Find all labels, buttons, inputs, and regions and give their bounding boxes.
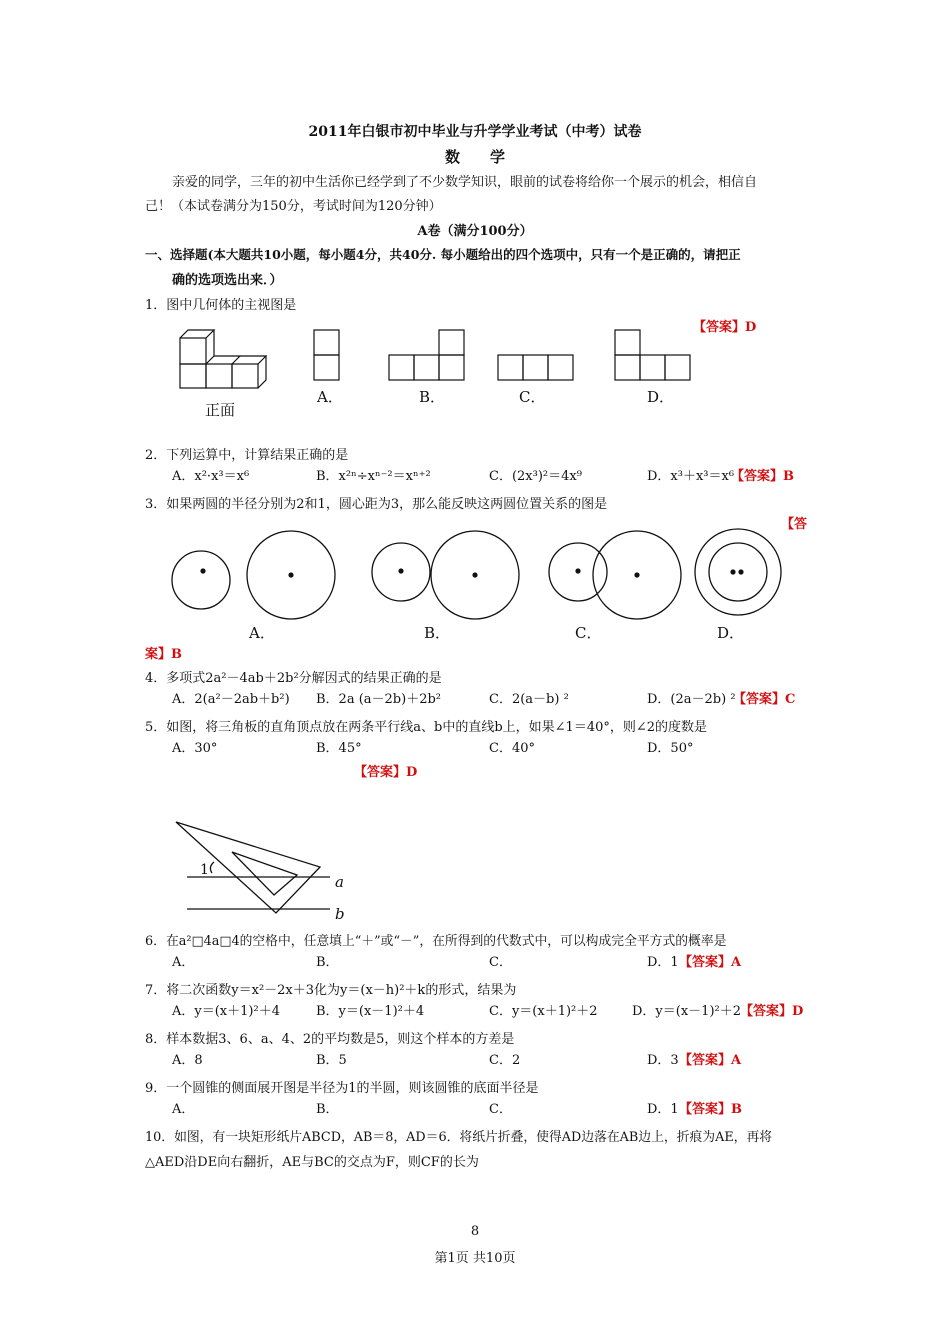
q5-triangle-figure bbox=[170, 815, 350, 925]
q5-option-a: A．30° bbox=[172, 741, 218, 756]
q9-option-c: C． bbox=[489, 1102, 512, 1117]
q10-stem-line-2: △AED沿DE向右翻折，AE与BC的交点为F，则CF的长为 bbox=[145, 1155, 479, 1170]
q9-answer: 【答案】B bbox=[679, 1102, 742, 1117]
q1-option-a-figure bbox=[313, 329, 341, 381]
q5-option-b: B．45° bbox=[316, 741, 362, 756]
q4-option-a: A．2(a²－2ab＋b²) bbox=[172, 692, 290, 707]
q6-option-b: B． bbox=[316, 955, 339, 970]
q1-front-label: 正面 bbox=[205, 401, 236, 419]
q5-option-d: D．50° bbox=[647, 741, 694, 756]
q1-option-d-figure bbox=[614, 329, 692, 381]
q2-option-a: A．x²·x³＝x⁶ bbox=[172, 469, 250, 484]
q3-option-b-label: B． bbox=[424, 624, 451, 642]
q3-option-a-label: A． bbox=[249, 624, 275, 642]
page-number: 8 bbox=[470, 1224, 480, 1239]
q6-option-d: D．1 bbox=[647, 955, 679, 970]
q3-circles-figure bbox=[165, 525, 825, 625]
q1-option-a-label: A． bbox=[317, 388, 343, 406]
q5-option-c: C．40° bbox=[489, 741, 535, 756]
q2-answer: 【答案】B bbox=[731, 469, 794, 484]
q10-stem-line-1: 10．如图，有一块矩形纸片ABCD，AB＝8，AD＝6．将纸片折叠，使得AD边落在AB边上，折痕为AE，再将 bbox=[145, 1130, 773, 1145]
q9-stem: 9．一个圆锥的侧面展开图是半径为1的半圆，则该圆锥的底面半径是 bbox=[145, 1081, 539, 1096]
intro-line-1: 亲爱的同学，三年的初中生活你已经学到了不少数学知识，眼前的试卷将给你一个展示的机会，相信自 bbox=[172, 175, 758, 190]
q8-stem: 8．样本数据3、6、a、4、2的平均数是5，则这个样本的方差是 bbox=[145, 1032, 515, 1047]
q7-option-b: B．y＝(x－1)²＋4 bbox=[316, 1004, 425, 1019]
q8-answer: 【答案】A bbox=[679, 1053, 742, 1068]
paper-a-heading: A卷（满分100分） bbox=[417, 224, 533, 239]
subject-title: 数 学 bbox=[444, 148, 505, 166]
q6-option-c: C． bbox=[489, 955, 512, 970]
q2-option-c: C．(2x³)²＝4x⁹ bbox=[489, 469, 582, 484]
q1-option-c-figure bbox=[497, 354, 575, 381]
q4-stem: 4．多项式2a²－4ab＋2b²分解因式的结果正确的是 bbox=[145, 671, 442, 686]
q9-option-a: A． bbox=[172, 1102, 195, 1117]
q5-angle-label: 1 bbox=[200, 862, 209, 878]
q3-answer-part2: 案】B bbox=[145, 647, 182, 662]
q2-stem: 2．下列运算中，计算结果正确的是 bbox=[145, 448, 349, 463]
q3-option-c-label: C． bbox=[575, 624, 602, 642]
page-info: 第1页 共10页 bbox=[434, 1251, 516, 1266]
q2-option-d: D．x³＋x³＝x⁶ bbox=[647, 469, 735, 484]
q9-option-b: B． bbox=[316, 1102, 339, 1117]
q7-answer: 【答案】D bbox=[740, 1004, 804, 1019]
q1-option-c-label: C． bbox=[519, 388, 546, 406]
q8-option-c: C．2 bbox=[489, 1053, 521, 1068]
exam-title: 2011年白银市初中毕业与升学学业考试（中考）试卷 bbox=[308, 124, 642, 140]
q4-option-c: C．2(a－b) ² bbox=[489, 692, 569, 707]
section-heading-line-1: 一、选择题(本大题共10小题，每小题4分，共40分. 每小题给出的四个选项中，只有一个是正确的，请把正 bbox=[145, 247, 741, 262]
q8-option-d: D．3 bbox=[647, 1053, 679, 1068]
q8-option-b: B．5 bbox=[316, 1053, 347, 1068]
q8-option-a: A．8 bbox=[172, 1053, 203, 1068]
q5-line-b-label: b bbox=[335, 905, 345, 923]
intro-line-2: 己！（本试卷满分为150分，考试时间为120分钟） bbox=[145, 199, 442, 214]
q6-stem: 6．在a²□4a□4的空格中，任意填上“＋”或“－”，在所得到的代数式中，可以构成完全平方式的概率是 bbox=[145, 934, 727, 949]
q7-option-c: C．y＝(x＋1)²＋2 bbox=[489, 1004, 598, 1019]
q3-answer-part1: 【答 bbox=[781, 517, 808, 532]
q5-answer: 【答案】D bbox=[354, 765, 418, 780]
q1-solid-figure bbox=[176, 325, 271, 393]
q7-stem: 7．将二次函数y＝x²－2x＋3化为y＝(x－h)²＋k的形式，结果为 bbox=[145, 983, 517, 998]
q6-answer: 【答案】A bbox=[679, 955, 742, 970]
q5-line-a-label: a bbox=[335, 873, 344, 891]
q1-answer: 【答案】D bbox=[693, 320, 757, 335]
q4-answer: 【答案】C bbox=[733, 692, 796, 707]
q4-option-d: D．(2a－2b) ² bbox=[647, 692, 736, 707]
section-heading-line-2: 确的选项选出来．） bbox=[172, 273, 283, 288]
q3-option-d-label: D． bbox=[717, 624, 745, 642]
q3-stem: 3．如果两圆的半径分别为2和1，圆心距为3，那么能反映这两圆位置关系的图是 bbox=[145, 497, 608, 512]
q7-option-d: D．y＝(x－1)²＋2 bbox=[632, 1004, 741, 1019]
q7-option-a: A．y＝(x＋1)²＋4 bbox=[172, 1004, 280, 1019]
q1-option-d-label: D． bbox=[647, 388, 675, 406]
q6-option-a: A． bbox=[172, 955, 195, 970]
q1-option-b-label: B． bbox=[419, 388, 446, 406]
q4-option-b: B．2a (a－2b)＋2b² bbox=[316, 692, 441, 707]
q1-stem: 1．图中几何体的主视图是 bbox=[145, 298, 297, 313]
q5-stem: 5．如图，将三角板的直角顶点放在两条平行线a、b中的直线b上，如果∠1＝40°，则∠2的度数是 bbox=[145, 720, 708, 735]
q9-option-d: D．1 bbox=[647, 1102, 679, 1117]
q1-option-b-figure bbox=[388, 329, 466, 381]
q2-option-b: B．x²ⁿ÷xⁿ⁻²＝xⁿ⁺² bbox=[316, 469, 431, 484]
